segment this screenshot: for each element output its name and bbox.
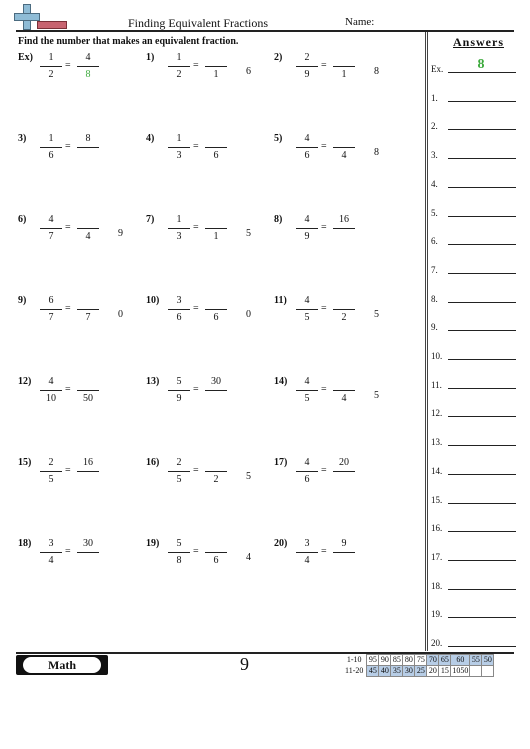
answer-label: 16. [431,523,443,534]
problem-number: Ex) [18,52,33,63]
stray-digit: 6 [246,66,251,77]
answer-field[interactable] [448,560,516,561]
given-numerator: 3 [304,538,310,549]
equals-sign: = [65,546,71,557]
score-cell: 1050 [452,666,469,675]
answer-field[interactable] [448,359,516,360]
given-numerator: 3 [176,295,182,306]
target-fraction [205,376,227,405]
given-numerator: 2 [304,52,310,63]
score-table [344,654,494,677]
target-denominator: 1 [213,231,219,242]
target-fraction [77,52,99,81]
target-fraction [77,376,99,405]
given-denominator: 10 [46,393,56,404]
given-numerator: 5 [176,376,182,387]
given-denominator: 9 [304,69,310,80]
problem-number: 9) [18,295,27,306]
answer-field[interactable] [448,101,516,102]
given-denominator: 4 [304,555,310,566]
target-numerator: 30 [83,538,93,549]
equals-sign: = [193,465,199,476]
target-denominator [77,555,99,567]
subject-label: Math [23,657,101,673]
answer-label: 17. [431,551,443,562]
score-cell: 15 [440,666,449,675]
problem-number: 17) [274,457,288,468]
score-cell: 75 [416,655,425,664]
answer-field[interactable] [448,158,516,159]
target-fraction [205,295,227,324]
given-denominator: 7 [48,312,54,323]
fraction-problem [18,295,146,345]
answer-row [431,265,516,281]
answer-row [431,552,516,568]
given-denominator: 4 [48,555,54,566]
score-cell: 35 [392,666,401,675]
given-denominator: 7 [48,231,54,242]
given-denominator: 3 [176,231,182,242]
answer-row [431,609,516,625]
target-fraction [333,538,355,567]
given-fraction [168,457,190,486]
answer-row [431,351,516,367]
stray-digit: 0 [246,309,251,320]
answer-row [431,466,516,482]
equals-sign: = [193,546,199,557]
answer-field[interactable] [448,416,516,417]
fraction-problem [274,457,402,507]
answer-label: 10. [431,351,443,361]
equals-sign: = [65,60,71,71]
target-numerator: 20 [339,457,349,468]
stray-digit: 9 [118,228,123,239]
score-cell: 50 [483,655,492,664]
target-numerator: 16 [83,457,93,468]
score-row-label: 1-10 [346,655,362,664]
problem-number: 13) [146,376,160,387]
given-denominator: 9 [304,231,310,242]
target-fraction [77,538,99,567]
target-fraction [205,133,227,162]
target-fraction [333,376,355,405]
problem-number: 10) [146,295,160,306]
answer-row [431,150,516,166]
answers-title: Answers [453,35,504,49]
given-fraction [40,133,62,162]
score-cell: 45 [368,666,377,675]
answer-field[interactable] [448,589,516,590]
target-fraction [333,295,355,324]
given-denominator: 5 [48,474,54,485]
equals-sign: = [65,384,71,395]
given-denominator: 2 [48,69,54,80]
given-denominator: 6 [304,150,310,161]
given-numerator: 4 [48,214,54,225]
problem-number: 15) [18,457,32,468]
given-numerator: 3 [48,538,54,549]
target-numerator: 4 [85,52,91,63]
problem-number: 12) [18,376,32,387]
answer-field[interactable] [448,388,516,389]
target-numerator [333,133,355,145]
fraction-problem [18,52,146,102]
target-numerator [333,52,355,64]
score-cell: 65 [440,655,449,664]
answer-label: 15. [431,494,443,505]
answer-label: 11. [431,379,442,390]
equals-sign: = [193,60,199,71]
given-fraction [168,538,190,567]
problem-number: 11) [274,295,287,306]
given-numerator: 1 [48,52,54,63]
equals-sign: = [321,60,327,71]
given-numerator: 4 [304,133,310,144]
stray-digit: 5 [374,390,379,401]
given-fraction [168,133,190,162]
answer-field[interactable] [448,244,516,245]
target-numerator [205,538,227,550]
score-cell: 25 [416,666,425,675]
target-denominator: 1 [341,69,347,80]
target-denominator: 4 [341,393,347,404]
score-cell: 40 [380,666,389,675]
answer-field[interactable] [448,646,516,647]
problem-number: 18) [18,538,32,549]
target-denominator: 8 [85,69,91,80]
problem-number: 5) [274,133,283,144]
score-row [344,666,494,677]
target-numerator [333,376,355,388]
fraction-problem [274,133,402,183]
equals-sign: = [321,465,327,476]
answer-row [431,437,516,453]
answer-label: 18. [431,580,443,591]
fraction-problem [146,295,274,345]
fraction-problem [18,376,146,426]
fraction-problem [146,538,274,588]
target-fraction [205,52,227,81]
target-numerator [333,295,355,307]
given-numerator: 1 [176,52,182,63]
score-cell: 20 [428,666,437,675]
target-denominator: 1 [213,69,219,80]
score-cell: 70 [428,655,437,664]
instructions: Find the number that makes an equivalent fraction. [18,36,239,47]
given-numerator: 6 [48,295,54,306]
target-denominator: 2 [213,474,219,485]
score-cell: 30 [404,666,413,675]
target-fraction [205,538,227,567]
equals-sign: = [321,384,327,395]
fraction-problem [274,538,402,588]
given-numerator: 2 [48,457,54,468]
problem-number: 6) [18,214,27,225]
score-cell: 60 [451,655,470,666]
score-cell: 90 [380,655,389,664]
given-fraction [168,295,190,324]
target-numerator [77,214,99,226]
target-numerator: 8 [85,133,91,144]
fraction-problem [274,376,402,426]
answer-label: 19. [431,609,443,620]
answer-label: Ex. [431,64,444,74]
answer-label: 2. [431,121,438,132]
problem-number: 8) [274,214,283,225]
given-fraction [168,214,190,243]
given-numerator: 1 [48,133,54,144]
score-cell: 80 [404,655,413,664]
target-denominator [77,150,99,162]
target-denominator [333,555,355,567]
target-numerator [205,457,227,469]
equals-sign: = [65,141,71,152]
given-numerator: 1 [176,214,182,225]
answer-label: 3. [431,150,438,161]
given-denominator: 5 [304,312,310,323]
given-denominator: 9 [176,393,182,404]
answer-field[interactable] [448,445,516,446]
score-cell: 85 [392,655,401,664]
equals-sign: = [65,303,71,314]
given-fraction [40,295,62,324]
problem-number: 2) [274,52,283,63]
answer-label: 4. [431,178,438,189]
target-fraction [333,214,355,243]
equals-sign: = [193,222,199,233]
subject-badge [16,655,108,675]
stray-digit: 4 [246,552,251,563]
problem-number: 20) [274,538,288,549]
answer-label: 14. [431,465,443,476]
target-fraction [333,133,355,162]
target-fraction [205,214,227,243]
given-numerator: 4 [304,457,310,468]
answer-row [431,57,516,80]
given-fraction [296,376,318,405]
equals-sign: = [321,222,327,233]
target-fraction [333,52,355,81]
given-fraction [296,52,318,81]
answer-row [431,380,516,396]
target-fraction [77,457,99,486]
target-denominator: 2 [341,312,347,323]
answer-field[interactable] [448,129,516,130]
fraction-problem [274,214,402,264]
equals-sign: = [321,141,327,152]
worksheet-title: Finding Equivalent Fractions [128,16,268,30]
given-fraction [40,52,62,81]
target-denominator [205,393,227,405]
score-cell [482,666,494,677]
given-numerator: 4 [304,214,310,225]
problem-number: 7) [146,214,155,225]
answer-field[interactable] [448,273,516,274]
target-denominator: 4 [341,150,347,161]
given-fraction [296,214,318,243]
score-row [344,655,494,666]
given-fraction [168,376,190,405]
given-fraction [296,457,318,486]
given-fraction [40,376,62,405]
answer-row [431,93,516,109]
target-numerator [77,376,99,388]
fraction-problem [18,214,146,264]
stray-digit: 0 [118,309,123,320]
answer-row [431,322,516,338]
given-numerator: 4 [48,376,54,387]
stray-digit: 8 [374,147,379,158]
given-denominator: 5 [304,393,310,404]
answer-field[interactable] [448,617,516,618]
fraction-problem [274,52,402,102]
given-fraction [296,133,318,162]
target-denominator [333,474,355,486]
answer-field[interactable] [448,531,516,532]
fraction-problem [18,457,146,507]
answer-row [431,179,516,195]
fraction-problem [146,52,274,102]
answer-label: 1. [431,92,438,103]
given-denominator: 6 [48,150,54,161]
equals-sign: = [321,303,327,314]
score-cell: 55 [471,655,480,664]
answer-row [431,294,516,310]
given-denominator: 3 [176,150,182,161]
given-denominator: 8 [176,555,182,566]
answer-row [431,581,516,597]
fraction-problem [146,214,274,264]
given-numerator: 5 [176,538,182,549]
answer-value: 8 [477,57,485,72]
score-row-label: 11-20 [345,666,364,675]
problem-number: 4) [146,133,155,144]
target-denominator: 6 [213,555,219,566]
target-denominator [77,474,99,486]
target-denominator [333,231,355,243]
equals-sign: = [193,384,199,395]
target-denominator: 6 [213,312,219,323]
score-cell: 95 [368,655,377,664]
fraction-problem [146,133,274,183]
name-label: Name: [345,16,375,28]
answer-field[interactable] [448,503,516,504]
target-numerator: 30 [211,376,221,387]
answer-label: 5. [431,207,438,218]
given-fraction [40,214,62,243]
answer-label: 9. [431,322,438,333]
answer-label: 6. [431,236,438,247]
page-number: 9 [240,654,249,674]
given-numerator: 2 [176,457,182,468]
fraction-problem [146,457,274,507]
answer-row [431,121,516,137]
answer-field[interactable] [448,187,516,188]
given-fraction [296,295,318,324]
fraction-problem [18,133,146,183]
equals-sign: = [65,465,71,476]
given-fraction [40,457,62,486]
plus-minus-icon [10,4,60,32]
score-cell [470,666,482,677]
given-fraction [296,538,318,567]
answer-field[interactable] [448,216,516,217]
answer-row [431,236,516,252]
target-denominator: 4 [85,231,91,242]
problem-number: 19) [146,538,160,549]
target-numerator: 16 [339,214,349,225]
target-numerator [77,295,99,307]
fraction-problem [274,295,402,345]
answer-field[interactable] [448,474,516,475]
target-numerator [205,52,227,64]
target-numerator [205,133,227,145]
target-numerator: 9 [341,538,347,549]
target-numerator [205,214,227,226]
fraction-problem [146,376,274,426]
equals-sign: = [65,222,71,233]
answer-row [431,495,516,511]
target-fraction [333,457,355,486]
given-numerator: 4 [304,295,310,306]
target-numerator [205,295,227,307]
stray-digit: 5 [246,471,251,482]
answer-label: 8. [431,293,438,304]
target-denominator: 6 [213,150,219,161]
equals-sign: = [193,303,199,314]
answer-row [431,523,516,539]
answer-label: 7. [431,264,438,275]
answer-row [431,408,516,424]
answer-field[interactable] [448,330,516,331]
answer-label: 12. [431,408,443,419]
problem-number: 3) [18,133,27,144]
given-denominator: 2 [176,69,182,80]
given-numerator: 4 [304,376,310,387]
answer-label: 13. [431,437,443,448]
given-fraction [40,538,62,567]
target-denominator: 50 [83,393,93,404]
target-fraction [77,295,99,324]
equals-sign: = [193,141,199,152]
given-denominator: 6 [176,312,182,323]
given-fraction [168,52,190,81]
target-denominator: 7 [85,312,91,323]
equals-sign: = [321,546,327,557]
given-numerator: 1 [176,133,182,144]
problem-number: 14) [274,376,288,387]
stray-digit: 5 [374,309,379,320]
answer-field[interactable] [448,302,516,303]
problem-number: 16) [146,457,160,468]
target-fraction [205,457,227,486]
given-denominator: 5 [176,474,182,485]
answer-label: 20. [431,638,443,648]
stray-digit: 5 [246,228,251,239]
target-fraction [77,133,99,162]
target-fraction [77,214,99,243]
answer-row [431,208,516,224]
given-denominator: 6 [304,474,310,485]
fraction-problem [18,538,146,588]
stray-digit: 8 [374,66,379,77]
problem-number: 1) [146,52,155,63]
